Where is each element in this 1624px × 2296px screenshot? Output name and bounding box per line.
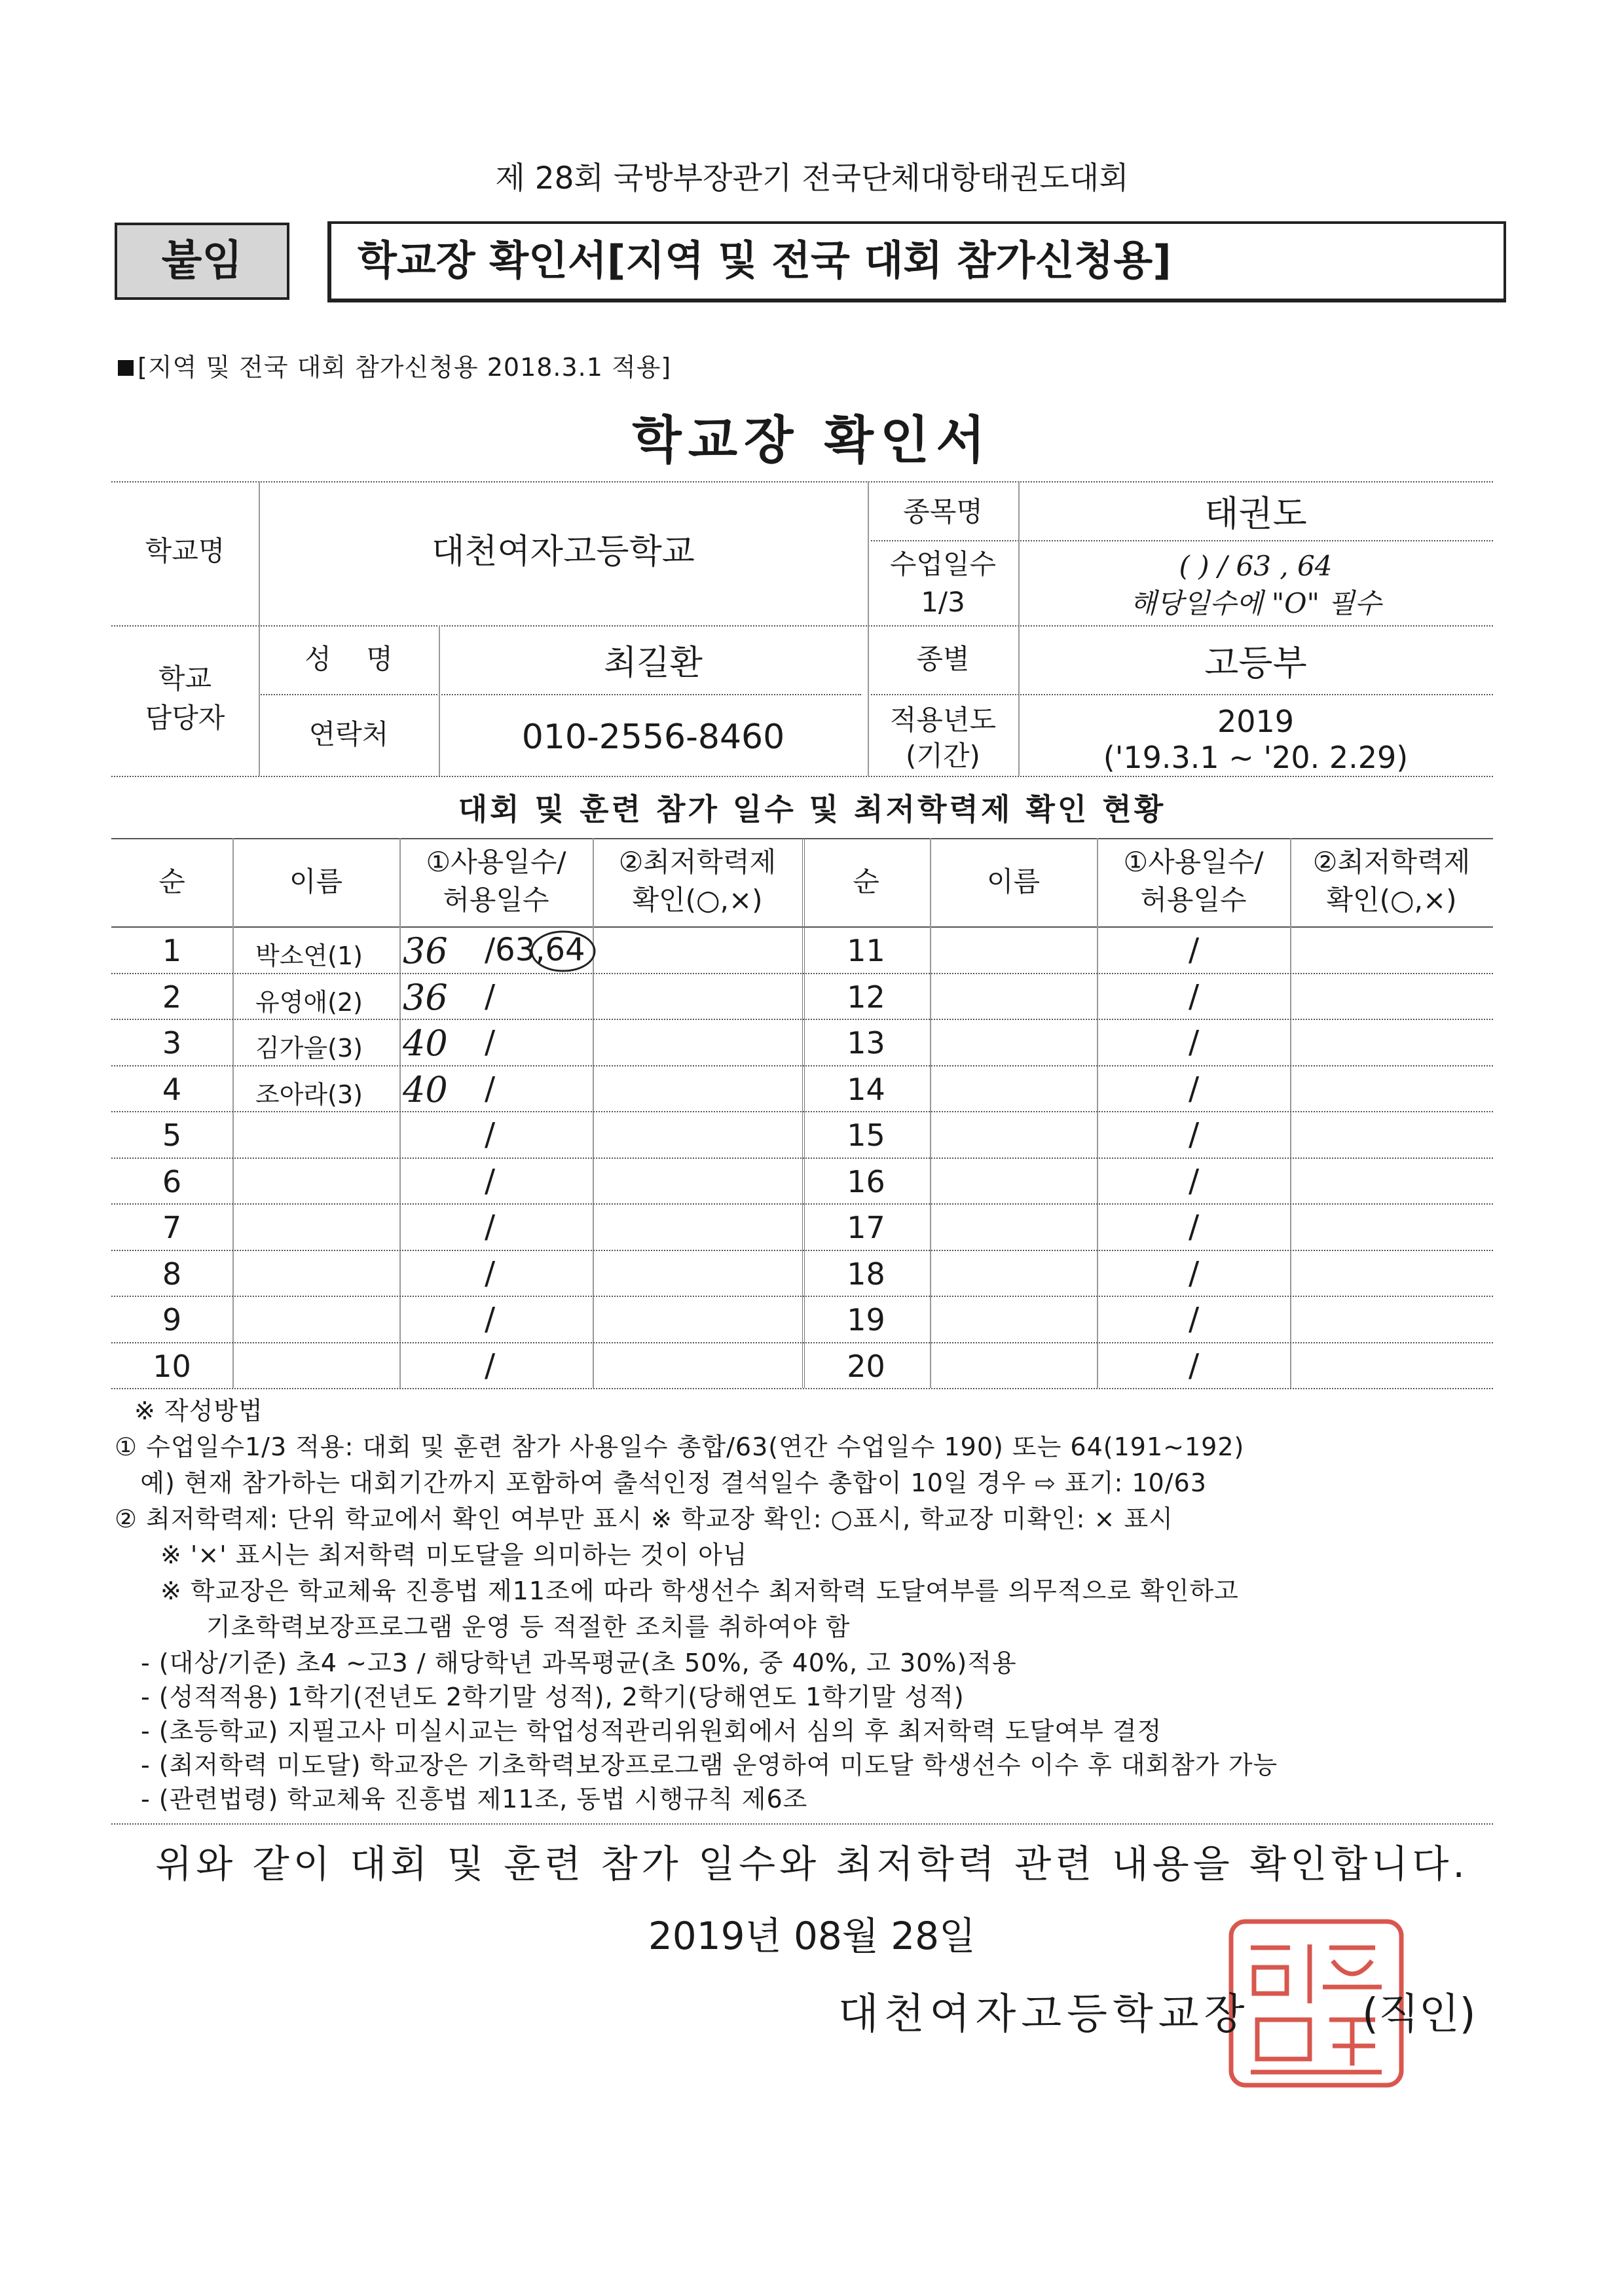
guide-line-10: - (최저학력 미도달) 학교장은 기초학력보장프로그램 운영하여 미도달 학생선수 이수 후 대회참가 가능 [141,1751,1278,1779]
note-line-text: [지역 및 전국 대회 참가신청용 2018.3.1 적용] [138,353,672,382]
divider [1290,838,1291,1388]
header-days-right-2: 허용일수 [1140,884,1247,916]
used-days: 36 [403,976,448,1018]
manager-label-2: 담당자 [145,702,225,734]
row-number: 1 [162,933,182,968]
days-slash: / [485,1209,496,1245]
stat-title: 대회 및 훈련 참가 일수 및 최저학력제 확인 현황 [458,792,1166,827]
square-bullet-icon [118,360,134,376]
days-slash: / [1189,1254,1200,1292]
row-divider [111,1342,1493,1343]
guide-line-9: - (초등학교) 지필고사 미실시교는 학업성적관리위원회에서 심의 후 최저학력 도달여부 결정 [141,1717,1162,1745]
school-name: 대천여자고등학교 [432,532,695,572]
form-title: 학교장 확인서[지역 및 전국 대회 참가신청용] [327,221,1506,302]
row-divider [111,1296,1493,1297]
confirm-text: 위와 같이 대회 및 훈련 참가 일수와 최저학력 관련 내용을 확인합니다. [155,1842,1469,1886]
days-slash: / [1189,1347,1200,1384]
guide-line-3: ② 최저학력제: 단위 학교에서 확인 여부만 표시 ※ 학교장 확인: ○표시, 학교장 미확인: × 표시 [115,1504,1173,1533]
row-divider [111,1065,1493,1066]
header-name-right: 이름 [986,866,1041,898]
class-days-note: 해당일수에 "O" 필수 [1130,587,1382,619]
name-label: 성 명 [304,643,393,675]
guide-title: ※ 작성방법 [134,1396,263,1425]
header-check: ②최저학력제 [618,846,777,878]
guide-line-6: 기초학력보장프로그램 운영 등 적절한 조치를 취하여야 함 [206,1613,851,1641]
header-check-right: ②최저학력제 [1312,846,1471,878]
divider [259,694,861,695]
guide-line-2: 예) 현재 참가하는 대회기간까지 포함하여 출석인정 결석일수 총합이 10일 경우 ⇨ 표기: 10/63 [115,1468,1207,1497]
manager-label: 학교 [158,663,212,695]
contact-value: 010-2556-8460 [521,718,785,757]
divider [399,838,401,1388]
row-number: 4 [162,1071,182,1107]
division-label: 종별 [916,643,970,675]
row-number: 5 [162,1118,182,1153]
days-slash: / [1189,1209,1200,1245]
manager-name: 최길환 [604,644,703,683]
divider [111,625,1493,627]
divider [868,694,1493,695]
row-number: 17 [847,1210,885,1245]
days-slash: / [485,1254,496,1292]
header-days: ①사용일수/ [426,846,566,878]
divider [232,838,234,1388]
row-divider [111,1111,1493,1112]
student-name: 조아라(3) [255,1080,363,1109]
row-number: 19 [847,1302,885,1338]
year-label-period: (기간) [906,740,980,772]
row-divider [111,1203,1493,1205]
used-days: 40 [403,1068,448,1110]
divider [868,540,1493,541]
row-number: 20 [847,1348,885,1384]
row-divider [111,973,1493,974]
used-days: 36 [403,930,448,972]
handwritten-circle-mark [527,926,599,975]
period-value: ('19.3.1 ~ '20. 2.29) [1103,740,1409,775]
division-value: 고등부 [1204,642,1307,683]
row-divider [111,1250,1493,1251]
student-name: 박소연(1) [255,941,363,970]
guide-line-1: ① 수업일수1/3 적용: 대회 및 훈련 참가 사용일수 총합/63(연간 수업일수 190) 또는 64(191~192) [115,1432,1245,1461]
days-slash: / [1189,1116,1200,1153]
class-days-label: 수업일수 [889,548,997,580]
event-title: 제 28회 국방부장관기 전국단체대항태권도대회 [495,160,1129,196]
divider [111,481,1493,483]
year-value: 2019 [1217,704,1295,739]
main-title: 학교장 확인서 [632,411,992,470]
class-days-value: ( ) / 63 , 64 [1179,550,1333,582]
row-divider [111,1157,1493,1159]
seal-label: (직인) [1362,1990,1476,2039]
row-number: 9 [162,1302,182,1338]
table-bottom-line [111,1388,1493,1389]
days-slash: / [485,1347,496,1384]
note-line [118,347,671,383]
row-divider [111,1019,1493,1020]
row-number: 8 [162,1256,182,1292]
header-days-right: ①사용일수/ [1123,846,1264,878]
student-name: 김가을(3) [255,1034,363,1063]
days-slash: / [1189,1301,1200,1338]
guide-line-11: - (관련법령) 학교체육 진흥법 제11조, 동법 시행규칙 제6조 [141,1785,808,1813]
guide-line-5: ※ 학교장은 학교체육 진흥법 제11조에 따라 학생선수 최저학력 도달여부를 의무적으로 확인하고 [160,1576,1239,1605]
student-name: 유영애(2) [255,987,363,1017]
class-days-label-fraction: 1/3 [921,586,965,618]
header-check-2: 확인(○,×) [632,884,763,916]
contact-label: 연락처 [308,718,389,750]
row-number: 3 [162,1025,182,1061]
row-number: 12 [847,979,885,1015]
row-number: 13 [847,1025,885,1061]
header-no: 순 [158,866,185,898]
row-number: 6 [162,1163,182,1199]
header-name: 이름 [289,866,343,898]
divider [930,838,931,1388]
guide-line-7: - (대상/기준) 초4 ~고3 / 해당학년 과목평균(초 50%, 중 40%, 고 30%)적용 [141,1649,1017,1677]
days-slash: / [1189,977,1200,1015]
year-label: 적용년도 [889,704,997,736]
divider [111,1823,1493,1825]
row-number: 14 [847,1071,885,1107]
days-slash: / [1189,1162,1200,1199]
row-number: 7 [162,1210,182,1245]
used-days: 40 [403,1023,448,1064]
row-number: 10 [153,1348,191,1384]
school-name-label: 학교명 [145,535,225,567]
days-slash: / [485,1024,496,1061]
days-slash: / [485,977,496,1015]
days-slash: / [485,1116,496,1153]
row-number: 15 [847,1118,885,1153]
row-number: 2 [162,979,182,1015]
days-slash: / [485,1070,496,1107]
row-number: 18 [847,1256,885,1292]
days-slash: / [1189,1024,1200,1061]
days-slash: / [485,1162,496,1199]
days-slash: / [485,1301,496,1338]
header-check-right-2: 확인(○,×) [1326,884,1457,916]
days-slash: /63,64 [485,932,585,968]
guide-line-4: ※ '×' 표시는 최저학력 미도달을 의미하는 것이 아님 [160,1540,748,1569]
header-days-2: 허용일수 [443,884,549,916]
sport-value: 태권도 [1204,493,1307,534]
divider [1097,838,1098,1388]
principal-name: 대천여자고등학교장 [838,1990,1250,2039]
guide-line-8: - (성적적용) 1학기(전년도 2학기말 성적), 2학기(당해연도 1학기말 성적) [141,1683,965,1711]
divider [593,838,594,1388]
row-number: 11 [847,933,885,968]
days-slash: / [1189,1070,1200,1107]
sport-label: 종목명 [903,496,983,528]
header-no-right: 순 [853,866,879,898]
days-slash: / [1189,932,1200,968]
attachment-label: 붙임 [115,223,289,300]
issue-date: 2019년 08월 28일 [648,1914,976,1958]
row-number: 16 [847,1163,885,1199]
